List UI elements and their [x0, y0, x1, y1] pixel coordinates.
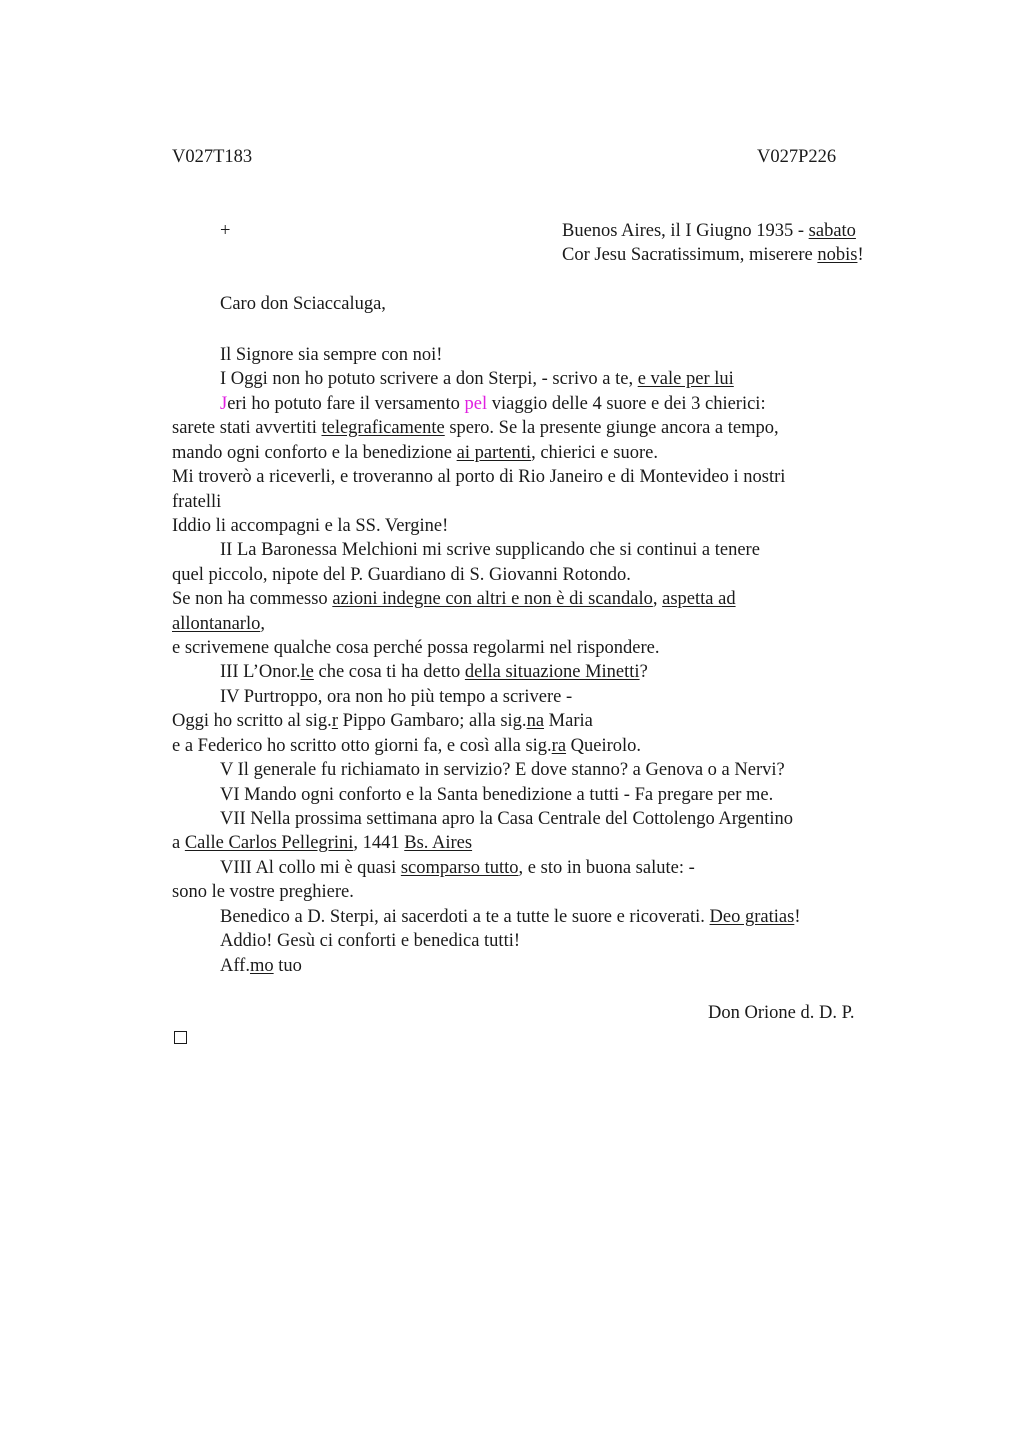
body-line: Jeri ho potuto fare il versamento pel viaggio delle 4 suore e dei 3 chierici: — [220, 394, 766, 414]
body-line: e a Federico ho scritto otto giorni fa, e così alla sig.ra Queirolo. — [172, 736, 642, 756]
body-line: e scrivemene qualche cosa perché possa regolarmi nel rispondere. — [172, 638, 660, 658]
body-line: quel piccolo, nipote del P. Guardiano di S. Giovanni Rotondo. — [172, 565, 631, 585]
body-line: I Oggi non ho potuto scrivere a don Sterpi, - scrivo a te, e vale per lui — [220, 369, 734, 389]
body-line: Addio! Gesù ci conforti e benedica tutti! — [220, 931, 521, 951]
body-line: VI Mando ogni conforto e la Santa benedizione a tutti - Fa pregare per me. — [220, 785, 774, 805]
body-line: VII Nella prossima settimana apro la Casa Centrale del Cottolengo Argentino — [220, 809, 794, 829]
body-line: sarete stati avvertiti telegraficamente spero. Se la presente giunge ancora a tempo, — [172, 418, 779, 438]
place-date: Buenos Aires, il I Giugno 1935 - sabato — [562, 221, 856, 241]
body-line: mando ogni conforto e la benedizione ai partenti, chierici e suore. — [172, 443, 658, 463]
salutation: Caro don Sciaccaluga, — [220, 294, 386, 314]
motto: Cor Jesu Sacratissimum, miserere nobis! — [562, 245, 864, 265]
body-line: Benedico a D. Sterpi, ai sacerdoti a te a tutte le suore e ricoverati. Deo gratias! — [220, 907, 801, 927]
body-line: IV Purtroppo, ora non ho più tempo a scrivere - — [220, 687, 573, 707]
body-line: Iddio li accompagni e la SS. Vergine! — [172, 516, 449, 536]
body-line: sono le vostre preghiere. — [172, 882, 354, 902]
body-line: III L’Onor.le che cosa ti ha detto della situazione Minetti? — [220, 662, 648, 682]
end-square-icon — [174, 1031, 187, 1044]
document-code-left: V027T183 — [172, 147, 253, 167]
body-line: II La Baronessa Melchioni mi scrive supplicando che si continui a tenere — [220, 540, 760, 560]
body-line: V Il generale fu richiamato in servizio? E dove stanno? a Genova o a Nervi? — [220, 760, 785, 780]
body-line: Aff.mo tuo — [220, 956, 302, 976]
signature: Don Orione d. D. P. — [708, 1003, 855, 1023]
document-code-right: V027P226 — [757, 147, 837, 167]
body-line: fratelli — [172, 492, 222, 512]
body-line: Oggi ho scritto al sig.r Pippo Gambaro; alla sig.na Maria — [172, 711, 593, 731]
body-line: allontanarlo, — [172, 614, 265, 634]
body-line: a Calle Carlos Pellegrini, 1441 Bs. Aires — [172, 833, 473, 853]
cross-symbol: + — [220, 221, 231, 241]
body-line: VIII Al collo mi è quasi scomparso tutto, e sto in buona salute: - — [220, 858, 695, 878]
body-line: Mi troverò a riceverli, e troveranno al porto di Rio Janeiro e di Montevideo i nostri — [172, 467, 786, 487]
body-line: Se non ha commesso azioni indegne con altri e non è di scandalo, aspetta ad — [172, 589, 736, 609]
body-line: Il Signore sia sempre con noi! — [220, 345, 443, 365]
